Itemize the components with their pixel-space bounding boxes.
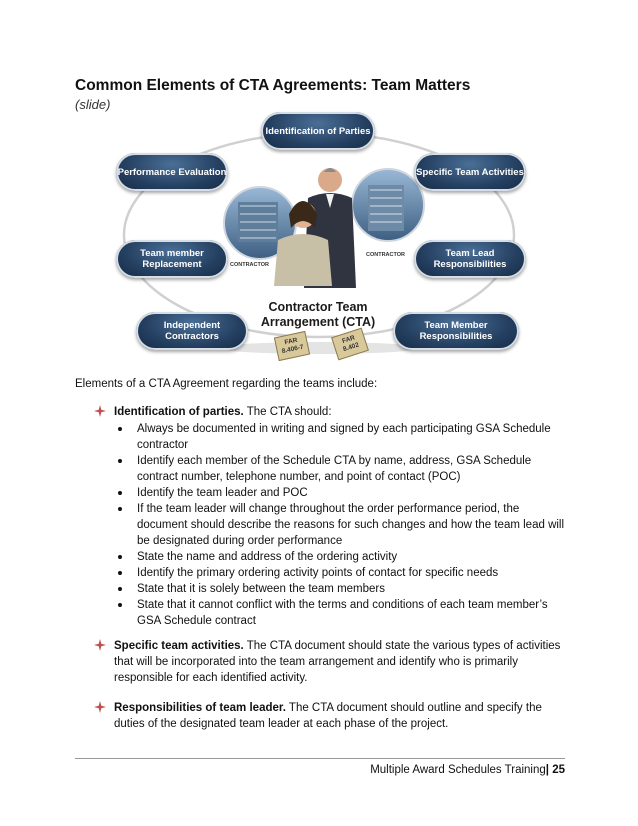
cta-center-line2: Arrangement (CTA) (260, 315, 376, 329)
contractor-label-left: CONTRACTOR (230, 262, 270, 268)
section-heading: Identification of parties. (114, 406, 244, 418)
diamond-bullet-icon (94, 639, 106, 651)
contractor-label-right: CONTRACTOR (366, 252, 406, 258)
page-footer (370, 764, 565, 776)
diagram-shadow (219, 342, 419, 354)
section-heading: Responsibilities of team leader. (114, 702, 286, 714)
bullet-dot-icon (118, 427, 122, 431)
bullet-dot-icon (118, 507, 122, 511)
pill-team-member-replacement: Team member Replacement (116, 240, 228, 278)
list-item-text: Identify the primary ordering activity points of contact for specific needs (137, 567, 499, 579)
pill-specific-team-activities: Specific Team Activities (414, 153, 526, 191)
list-item (114, 453, 567, 485)
page-title: Common Elements of CTA Agreements: Team Matters (75, 77, 471, 94)
footer-divider (75, 758, 565, 759)
bullet-dot-icon (118, 603, 122, 607)
cta-diagram (98, 110, 540, 360)
section-heading: Specific team activities. (114, 640, 244, 652)
bullet-dot-icon (118, 571, 122, 575)
list-item-text: Identify each member of the Schedule CTA by name, address, GSA Schedule contract number, telephone number, and point of contact (POC) (137, 455, 532, 483)
list-item-text: If the team leader will change throughout the order performance period, the document should describe the reasons for such changes and how the team lead will be designated during order performance (137, 503, 565, 547)
pill-team-member-responsibilities: Team Member Responsibilities (393, 312, 519, 350)
bullet-list (114, 421, 564, 629)
bullet-dot-icon (118, 491, 122, 495)
list-item-text: State that it is solely between the team members (137, 583, 386, 595)
page-number: 25 (552, 764, 565, 776)
cta-center-label (253, 300, 383, 330)
list-item (114, 501, 567, 549)
section-specific-activities (94, 638, 564, 686)
page-subtitle: (slide) (75, 97, 111, 112)
section-text: The CTA should: (246, 406, 332, 418)
list-item (114, 421, 567, 453)
list-item-text: Always be documented in writing and signed by each participating GSA Schedule contractor (137, 423, 551, 451)
intro-text: Elements of a CTA Agreement regarding the teams include: (75, 378, 378, 390)
list-item (114, 581, 567, 597)
list-item-text: State that it cannot conflict with the terms and conditions of each team member’s GSA Schedule contract (137, 599, 548, 627)
footer-pipe: | (545, 764, 549, 776)
list-item (114, 549, 567, 565)
section-identification (94, 404, 564, 629)
far-tag-right: FAR 8.402 (331, 328, 369, 361)
diamond-bullet-icon (94, 405, 106, 417)
pill-independent-contractors: Independent Contractors (136, 312, 248, 350)
list-item (114, 597, 567, 629)
list-item-text: State the name and address of the ordering activity (137, 551, 398, 563)
cta-center-line1: Contractor Team (268, 300, 368, 314)
footer-text: Multiple Award Schedules Training (370, 764, 546, 776)
bullet-dot-icon (118, 555, 122, 559)
pill-performance-evaluation: Performance Evaluation (116, 153, 228, 191)
pill-identification-of-parties: Identification of Parties (261, 112, 375, 150)
list-item-text: Identify the team leader and POC (137, 487, 308, 499)
pill-team-lead-responsibilities: Team Lead Responsibilities (414, 240, 526, 278)
list-item (114, 485, 567, 501)
list-item (114, 565, 567, 581)
bullet-dot-icon (118, 459, 122, 463)
diamond-bullet-icon (94, 701, 106, 713)
section-text: The CTA document should state the various types of activities that will be incorporated into the team arrangement and identify who is primarily responsible for each identified activity. (114, 640, 561, 684)
section-text: The CTA document should outline and specify the duties of the designated team leader at each phase of the project. (114, 702, 542, 730)
bullet-dot-icon (118, 587, 122, 591)
section-team-leader (94, 700, 564, 732)
building-right-image (352, 169, 424, 241)
far-tag-left: FAR 8.406-7 (274, 331, 310, 361)
